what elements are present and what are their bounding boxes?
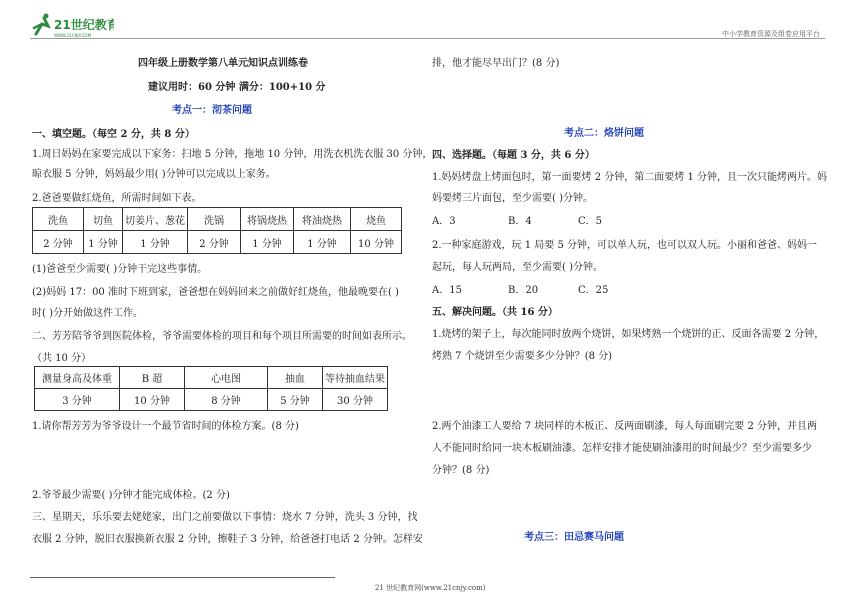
table-cell: 30 分钟 <box>323 389 388 411</box>
table-cell: B 超 <box>120 367 185 389</box>
section-2-question-2: 2.爷爷最少需要( )分钟才能完成体检。(2 分) <box>32 490 230 501</box>
table-row <box>35 389 388 411</box>
table-cell: 洗锅 <box>188 208 241 231</box>
choice-2-line-1: 2.一种家庭游戏，玩 1 局要 5 分钟，可以单人玩，也可以双人玩。小丽和爸爸、妈妈一 <box>432 240 817 251</box>
section-1-heading: 一、填空题。（每空 2 分，共 8 分） <box>32 129 195 140</box>
section-5-heading: 五、解决问题。（共 16 分） <box>432 307 558 318</box>
page-subtitle: 建议用时：60 分钟 满分：100+10 分 <box>148 82 326 93</box>
table-cell: 1 分钟 <box>294 231 351 254</box>
section-3-text-line-2: 衣服 2 分钟，脱旧衣服换新衣服 2 分钟，擦鞋子 3 分钟，给爸爸打电话 2 分钟。怎样安 <box>32 534 423 545</box>
table-cell: 2 分钟 <box>188 231 241 254</box>
problem-2-line-2: 人不能同时给同一块木板刷油漆。怎样安排才能使刷油漆用的时间最少？至少需要多少 <box>432 443 812 454</box>
question-2-part-1: (1)爸爸至少需要( )分钟干完这些事情。 <box>32 264 208 275</box>
table-cell: 将油烧热 <box>294 208 351 231</box>
logo-text: 21世纪教育 <box>54 18 114 32</box>
question-2-part-2-line-1: (2)妈妈 17：00 准时下班到家，爸爸想在妈妈回来之前做好红烧鱼，他最晚要在( ) <box>32 287 399 298</box>
checkup-time-table <box>34 366 388 411</box>
section-3-text-line-1: 三、星期天，乐乐要去姥姥家，出门之前要做以下事情：烧水 7 分钟，洗头 3 分钟，找 <box>32 512 418 523</box>
question-1-line-1: 1.周日妈妈在家要完成以下家务：扫地 5 分钟，拖地 10 分钟，用洗衣机洗衣服 30 分钟， <box>32 149 433 160</box>
footer-divider <box>30 577 335 578</box>
header-right-text: 中小学教育资源及组卷应用平台 <box>722 30 820 38</box>
table-cell: 1 分钟 <box>84 231 123 254</box>
table-header-row <box>33 208 402 231</box>
choice-1-option-a: A．3 <box>432 216 456 227</box>
table-cell: 切鱼 <box>84 208 123 231</box>
table-cell: 8 分钟 <box>185 389 268 411</box>
problem-1-line-2: 烤熟 7 个烧饼至少需要多少分钟？(8 分) <box>432 351 613 362</box>
problem-2-line-1: 2.两个油漆工人要给 7 块同样的木板正、反两面刷漆，每人每面刷完要 2 分钟，并且两 <box>432 421 817 432</box>
header-divider <box>30 38 825 39</box>
table-header-row <box>35 367 388 389</box>
choice-1-option-b: B．4 <box>508 216 532 227</box>
choice-1-line-1: 1.妈妈烤盘上烤面包时，第一面要烤 2 分钟，第二面要烤 1 分钟，且一次只能烤两片。妈 <box>432 172 827 183</box>
problem-2-line-3: 分钟？(8 分) <box>432 465 490 476</box>
choice-2-option-c: C．25 <box>578 285 609 296</box>
choice-2-line-2: 起玩，每人玩两局，至少需要( )分钟。 <box>432 262 603 273</box>
table-cell: 10 分钟 <box>120 389 185 411</box>
table-cell: 3 分钟 <box>35 389 120 411</box>
question-1-line-2: 晾衣服 5 分钟，妈妈最少用( )分钟可以完成以上家务。 <box>32 169 276 180</box>
choice-2-option-a: A．15 <box>432 285 462 296</box>
section-3-text-line-3: 排，他才能尽早出门？(8 分) <box>432 58 560 69</box>
table-cell: 切姜片、葱花 <box>123 208 188 231</box>
choice-2-option-b: B．20 <box>508 285 539 296</box>
section-2-text-line-2: （共 10 分） <box>32 353 92 364</box>
table-cell: 洗鱼 <box>33 208 84 231</box>
table-cell: 等待抽血结果 <box>323 367 388 389</box>
section-2-text-line-1: 二、芳芳陪爷爷到医院体检，爷爷需要体检的项目和每个项目所需要的时间如表所示。 <box>32 331 412 342</box>
cooking-time-table <box>32 207 402 254</box>
table-cell: 烧鱼 <box>351 208 402 231</box>
problem-1-line-1: 1.烧烤的架子上，每次能同时放两个烧饼，如果烤熟一个烧饼的正、反面各需要 2 分钟， <box>432 329 825 340</box>
table-cell: 2 分钟 <box>33 231 84 254</box>
question-2-part-2-line-2: 时( )分开始做这件工作。 <box>32 308 143 319</box>
logo <box>30 12 114 40</box>
logo-subtext: WWW.21CNJY.COM <box>54 33 92 38</box>
choice-1-line-2: 妈要烤三片面包，至少需要( )分钟。 <box>432 193 593 204</box>
question-2-text: 2.爸爸要做红烧鱼，所需时间如下表。 <box>32 193 202 204</box>
page-title: 四年级上册数学第八单元知识点训练卷 <box>138 58 308 69</box>
table-cell: 10 分钟 <box>351 231 402 254</box>
footer-text: 21 世纪教育网(www.21cnjy.com) <box>375 584 486 592</box>
table-cell: 1 分钟 <box>123 231 188 254</box>
section-2-question-1: 1.请你帮芳芳为爷爷设计一个最节省时间的体检方案。(8 分) <box>32 421 299 432</box>
topic-heading-3: 考点三：田忌赛马问题 <box>524 532 624 543</box>
table-row <box>33 231 402 254</box>
table-cell: 1 分钟 <box>241 231 294 254</box>
table-cell: 将锅烧热 <box>241 208 294 231</box>
table-cell: 心电图 <box>185 367 268 389</box>
choice-1-option-c: C．5 <box>578 216 603 227</box>
section-4-heading: 四、选择题。（每题 3 分，共 6 分） <box>432 150 595 161</box>
table-cell: 抽血 <box>268 367 323 389</box>
table-cell: 5 分钟 <box>268 389 323 411</box>
table-cell: 测量身高及体重 <box>35 367 120 389</box>
topic-heading-2: 考点二：烙饼问题 <box>564 128 644 139</box>
logo-runner-icon <box>30 12 114 40</box>
topic-heading-1: 考点一：沏茶问题 <box>172 105 252 116</box>
